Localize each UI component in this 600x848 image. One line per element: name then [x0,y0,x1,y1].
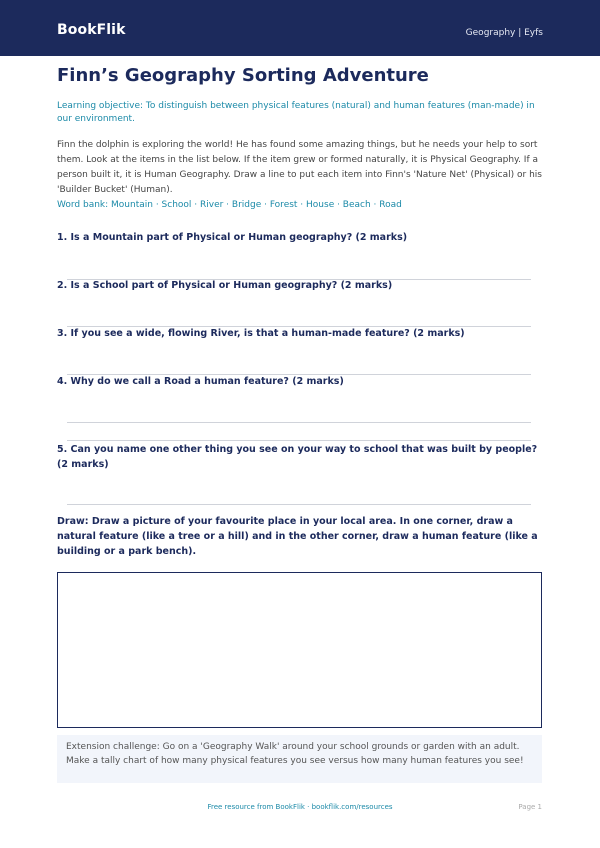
subject-label: Geography | Eyfs [465,28,543,38]
drawing-box[interactable] [57,572,542,728]
extension-challenge: Extension challenge: Go on a 'Geography Walk' around your school grounds or garden with an adult. Make a tally chart of how many physical features you see versus how many human features you see! [57,735,542,783]
answer-line-4a[interactable] [67,422,531,423]
brand-logo: BookFlik [57,22,126,38]
intro-text: Finn the dolphin is exploring the world! He has found some amazing things, but he needs your help to sort them. Look at the items in the list below. If the item grew or formed naturally, it is Physical Geography. If a person built it, it is Human Geography. Draw a line to put each item into Finn's 'Nature Net' (Physical) or his 'Builder Bucket' (Human). [57,140,542,195]
footer-credit: Free resource from BookFlik · bookflik.com/resources [207,803,393,811]
question-2: 2. Is a School part of Physical or Human geography? (2 marks) [57,280,393,291]
draw-prompt: Draw: Draw a picture of your favourite place in your local area. In one corner, draw a natural feature (like a tree or a hill) and in the other corner, draw a human feature (like a building or a park bench). [57,516,538,557]
page-number: Page 1 [518,803,542,811]
worksheet-title: Finn’s Geography Sorting Adventure [57,65,429,86]
question-1: 1. Is a Mountain part of Physical or Human geography? (2 marks) [57,232,408,243]
answer-line-5[interactable] [67,504,531,505]
question-3: 3. If you see a wide, flowing River, is that a human-made feature? (2 marks) [57,328,465,339]
answer-line-4b[interactable] [67,440,531,441]
word-bank: Word bank: Mountain · School · River · Bridge · Forest · House · Beach · Road [57,200,402,210]
learning-objective: Learning objective: To distinguish between physical features (natural) and human features (man-made) in our environment. [57,101,535,124]
question-4: 4. Why do we call a Road a human feature? (2 marks) [57,376,344,387]
question-5: 5. Can you name one other thing you see on your way to school that was built by people? (2 marks) [57,444,538,470]
page-header [0,0,600,56]
